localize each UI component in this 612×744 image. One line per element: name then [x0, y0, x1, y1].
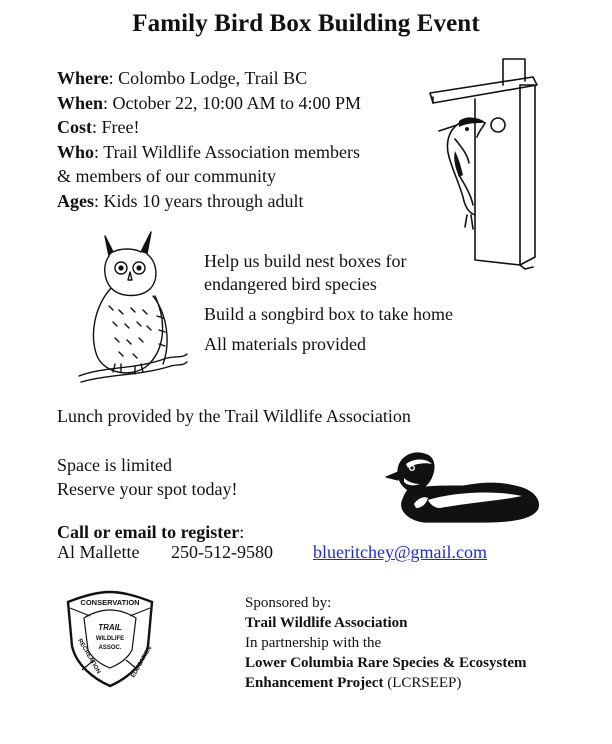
- lunch-note: Lunch provided by the Trail Wildlife Association: [57, 406, 411, 426]
- where-value: Colombo Lodge, Trail BC: [118, 68, 308, 88]
- contact-phone: 250-512-9580: [170, 542, 273, 562]
- activity-item: Help us build nest boxes for endangered bird species: [204, 251, 407, 294]
- logo-left-text: RECREATION: [76, 638, 102, 675]
- ages-line: Ages: Kids 10 years through adult: [57, 190, 304, 211]
- contact-row: [57, 542, 273, 563]
- contact-name: Al Mallette: [57, 542, 140, 562]
- sponsor-project-line-1: Lower Columbia Rare Species & Ecosystem: [245, 655, 527, 671]
- ages-value: Kids 10 years through adult: [103, 190, 304, 211]
- space-line-1: Space is limited: [57, 455, 172, 475]
- logo-top-text: CONSERVATION: [80, 598, 140, 607]
- when-line: When: October 22, 10:00 AM to 4:00 PM: [57, 92, 362, 113]
- page-title: Family Bird Box Building Event: [132, 10, 480, 37]
- sponsor-block: [245, 593, 527, 693]
- birdhouse-woodpecker-illustration: [425, 55, 555, 275]
- when-label: When: [57, 92, 104, 113]
- activity-item: All materials provided: [204, 334, 366, 354]
- register-label: Call or email to register: [57, 522, 240, 542]
- sponsor-project-line-2: Enhancement Project (LCRSEEP): [245, 675, 462, 691]
- logo-center-line-3: ASSOC.: [98, 645, 122, 651]
- cost-line: Cost: Free!: [57, 117, 140, 137]
- activities-list: [204, 250, 453, 363]
- sponsor-intro: Sponsored by:: [245, 595, 332, 611]
- trail-wildlife-association-logo: [64, 588, 156, 688]
- sponsor-partnership: In partnership with the: [245, 635, 382, 651]
- who-value: Trail Wildlife Association members: [103, 141, 360, 162]
- space-notice: [57, 453, 237, 501]
- logo-right-text: EDUCATION: [130, 645, 154, 679]
- space-line-2: Reserve your spot today!: [57, 479, 238, 499]
- where-line: Where: Colombo Lodge, Trail BC: [57, 68, 308, 88]
- who-line-2: & members of our community: [57, 166, 276, 186]
- when-value: October 22, 10:00 AM to 4:00 PM: [112, 92, 362, 113]
- event-details: [57, 66, 361, 213]
- contact-email-link[interactable]: blueritchey@gmail.com: [313, 542, 488, 562]
- owl-illustration: [75, 226, 190, 386]
- where-label: Where: [57, 68, 109, 88]
- who-line: Who: Trail Wildlife Association members: [57, 141, 360, 162]
- sponsor-org: Trail Wildlife Association: [245, 615, 408, 631]
- duck-decoy-illustration: [384, 446, 544, 531]
- who-label: Who: [57, 141, 95, 162]
- cost-value: Free!: [101, 117, 140, 137]
- register-heading: Call or email to register:: [57, 522, 245, 542]
- logo-center-line-2: WILDLIFE: [95, 636, 125, 642]
- activity-item: Build a songbird box to take home: [204, 304, 453, 324]
- ages-label: Ages: [57, 190, 94, 211]
- logo-center-line-1: TRAIL: [98, 623, 122, 632]
- cost-label: Cost: [57, 117, 92, 137]
